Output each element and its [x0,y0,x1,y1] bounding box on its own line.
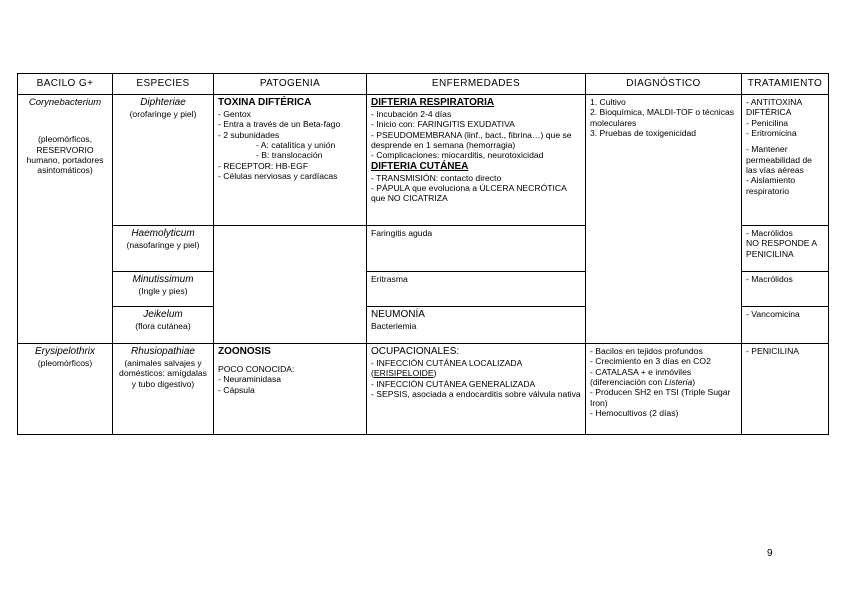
diagnosis-line: 2. Bioquímica, MALDI-TOF o técnicas moleculares [590,107,735,128]
patogenia-line: - Cápsula [218,384,255,395]
patogenia-line: - Gentox [218,109,251,119]
treatment-line: NO RESPONDE A PENICILINA [746,238,817,259]
patogenia-line: - A: catalítica y unión [256,139,336,150]
species-habitat: (orofaringe y piel) [129,109,197,119]
disease-line: - SEPSIS, asociada a endocarditis sobre válvula nativa [371,388,581,399]
diag-listeria-post: ) [692,376,696,387]
disease-line: Eritrasma [371,274,408,284]
treatment-line: - Macrólidos [746,274,793,284]
diagnosis-line: 1. Cultivo [590,97,626,107]
patogenia-line: - Neuraminidasa [218,374,282,385]
tratamiento-cell-erysipelothrix [742,344,829,435]
diagnosis-line: - Bacilos en tejidos profundos [590,346,703,356]
genus-note: (pleomórficos, RESERVORIO humano, portadores asintomáticos) [26,134,104,176]
enfermedades-cell-minutissimum [367,272,586,307]
disease-line: - INFECCIÓN CUTÁNEA GENERALIZADA [371,378,536,389]
diagnosis-line: - Crecimiento en 3 días en CO2 [590,356,711,367]
species-habitat: (flora cutánea) [135,321,191,331]
treatment-line: - Aislamiento respiratorio [746,175,796,196]
patogenia-cell-erysipelothrix [214,344,367,435]
table-header-row [18,74,829,95]
species-habitat: (Ingle y pies) [138,286,188,296]
patogenia-line: - 2 subunidades [218,129,280,140]
patogenia-title: ZOONOSIS [218,346,271,357]
disease-line: NEUMONÍA [371,309,425,320]
patogenia-line: - Entra a través de un Beta-fago [218,119,341,130]
header-diagnostico: DIAGNÓSTICO [586,74,742,95]
species-name: Minutissimum [132,274,194,285]
enfermedades-cell-jeikelum [367,307,586,344]
disease-line: - Inicio con: FARINGITIS EXUDATIVA [371,119,515,130]
patogenia-cell-empty [214,226,367,344]
disease-line: - TRANSMISIÓN: contacto directo [371,172,502,183]
species-cell-diphteriae [113,95,214,226]
diag-listeria-pre: (diferenciación con [590,376,665,387]
species-habitat: (nasofaringe y piel) [126,240,200,250]
disease-title-respiratoria: DIFTERIA RESPIRATORIA [371,97,495,108]
header-bacilo: BACILO G+ [18,74,113,95]
disease-title-cutanea: DIFTERIA CUTÁNEA [371,160,469,172]
diag-listeria-term: Listeria [664,376,693,387]
disease-title: OCUPACIONALES: [371,346,460,357]
table-row-erysipelothrix [18,344,829,435]
patogenia-subtitle: POCO CONOCIDA: [218,364,295,374]
treatment-line: - Penicilina [746,117,789,128]
header-patogenia: PATOGENIA [214,74,367,95]
treatment-line: - PENICILINA [746,346,800,356]
disease-line: - Incubación 2-4 días [371,109,452,119]
patogenia-line: - RECEPTOR: HB-EGF [218,160,309,171]
species-name: Rhusiopathiae [131,346,195,357]
diagnosis-line: 3. Pruebas de toxigenicidad [590,127,697,138]
enfermedades-cell-erysipelothrix [367,344,586,435]
disease-line: - INFECCIÓN CUTÁNEA LOCALIZADA [371,358,523,368]
species-cell-minutissimum [113,272,214,307]
genus-cell-corynebacterium [18,95,113,344]
diagnostico-cell-corynebacterium [586,95,742,344]
species-name: Haemolyticum [131,228,195,239]
species-cell-rhusiopathiae [113,344,214,435]
species-habitat: (animales salvajes y domésticos: amígdalas y tubo digestivo) [119,358,207,389]
genus-name: Corynebacterium [28,97,102,108]
enfermedades-cell-diphteriae [367,95,586,226]
species-name: Diphteriae [140,97,186,108]
page-number: 9 [767,548,773,559]
tratamiento-cell-minutissimum [742,272,829,307]
header-especies: ESPECIES [113,74,214,95]
tratamiento-cell-jeikelum [742,307,829,344]
genus-cell-erysipelothrix [18,344,113,435]
patogenia-line: - Células nerviosas y cardíacas [218,170,338,181]
diagnosis-line-listeria [590,377,737,387]
species-cell-jeikelum [113,307,214,344]
diagnosis-line: - Hemocultivos (2 días) [590,407,679,418]
enfermedades-cell-haemolyticum [367,226,586,272]
disease-line: Faringitis aguda [371,228,433,238]
header-tratamiento: TRATAMIENTO [742,74,829,95]
treatment-line: - Macrólidos [746,228,793,238]
treatment-line: - Vancomicina [746,309,800,319]
diagnostico-cell-erysipelothrix [586,344,742,435]
header-enfermedades: ENFERMEDADES [367,74,586,95]
disease-line: - Complicaciones: miocarditis, neurotoxicidad [371,150,544,161]
bacteria-table [17,73,829,435]
diagnosis-line: - CATALASA + e inmóviles [590,366,692,377]
disease-line: - PSEUDOMEMBRANA (linf., bact., fibrina…) que se desprende en 1 semana (hemorragia) [371,129,572,150]
species-name: Jeikelum [143,309,183,320]
treatment-line: - Mantener permeabilidad de las vías aéreas [746,144,812,175]
disease-line: - PÁPULA que evoluciona a ÚLCERA NECRÓTICA que NO CICATRIZA [371,182,567,204]
diagnosis-line: - Producen SH2 en TSI (Triple Sugar Iron) [590,387,731,408]
patogenia-title: TOXINA DIFTÉRICA [218,97,312,108]
genus-note: (pleomórficos) [37,358,93,368]
disease-line-erisipeloide: (ERISIPELOIDE) [371,368,437,379]
genus-name: Erysipelothrix [34,346,96,357]
table-row-diphteriae [18,95,829,226]
tratamiento-cell-diphteriae [742,95,829,226]
patogenia-cell-diphteriae [214,95,367,226]
erisipeloide-term: ERISIPELOIDE [373,368,434,379]
tratamiento-cell-haemolyticum [742,226,829,272]
species-cell-haemolyticum [113,226,214,272]
treatment-line: - ANTITOXINA DIFTÉRICA [746,97,802,118]
treatment-line: - Eritromicina [746,127,797,138]
patogenia-line: - B: translocación [256,150,323,161]
disease-line: Bacteriemia [371,321,417,331]
